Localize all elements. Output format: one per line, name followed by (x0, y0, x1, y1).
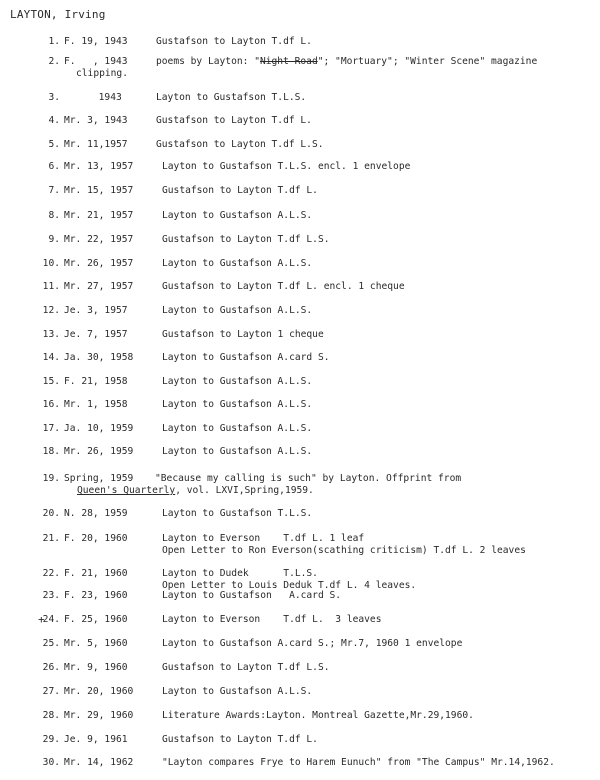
entry-number: 26. (42, 662, 60, 673)
entry-number: 21. (42, 533, 60, 544)
entry-number: 4. (48, 115, 60, 126)
journal-title: Queen's Quarterly (77, 485, 176, 496)
document-heading: LAYTON, Irving (10, 8, 106, 21)
entry-description: Gustafson to Layton T.df L. (156, 36, 312, 47)
entry-number: 29. (42, 734, 60, 745)
entry-number: 7. (48, 185, 60, 196)
entry-number: 24. (42, 614, 60, 625)
entry-number: 6. (48, 161, 60, 172)
entry-description: Layton to Dudek T.L.S. (162, 568, 318, 579)
entry-date: Mr. 15, 1957 (64, 185, 134, 196)
entry-description: Layton to Gustafson A.L.S. (162, 258, 313, 269)
entry-number: 2. (48, 56, 60, 67)
entry-number: 27. (42, 686, 60, 697)
entry-number: 11. (42, 281, 60, 292)
entry-description: Layton to Gustafson T.L.S. encl. 1 envelope (162, 161, 411, 172)
entry-date: F. 19, 1943 (64, 36, 128, 47)
entry-description: Gustafson to Layton T.df L.S. (162, 662, 330, 673)
entry-date: Mr. 9, 1960 (64, 662, 128, 673)
entry-description: Gustafson to Layton T.df L.S. (156, 139, 324, 150)
entry-number: 25. (42, 638, 60, 649)
entry-date: N. 28, 1959 (64, 508, 128, 519)
entry-description: Gustafson to Layton T.df L.S. (162, 234, 330, 245)
entry-description-continued: Open Letter to Louis Deduk T.df L. 4 leaves. (162, 580, 417, 591)
entry-date: Je. 9, 1961 (64, 734, 128, 745)
entry-description: Gustafson to Layton T.df L. encl. 1 cheque (162, 281, 405, 292)
entry-description: Layton to Gustafson T.L.S. (162, 508, 313, 519)
entry-number: 15. (42, 376, 60, 387)
entry-description-continued: Queen's Quarterly, vol. LXVI,Spring,1959. (77, 485, 314, 496)
entry-date: Ja. 30, 1958 (64, 352, 134, 363)
entry-description: Layton to Gustafson A.L.S. (162, 399, 313, 410)
entry-number: 22. (42, 568, 60, 579)
entry-date: Mr. 27, 1957 (64, 281, 134, 292)
entry-date: Mr. 1, 1958 (64, 399, 128, 410)
entry-date: 1943 (64, 92, 122, 103)
entry-date: Mr. 20, 1960 (64, 686, 134, 697)
entry-number: 12. (42, 305, 60, 316)
entry-description: Layton to Gustafson A.card S.; Mr.7, 1960 1 envelope (162, 638, 463, 649)
entry-number: 14. (42, 352, 60, 363)
entry-date: Mr. 11,1957 (64, 139, 128, 150)
entry-description: Layton to Gustafson A.L.S. (162, 446, 313, 457)
entry-date: Mr. 29, 1960 (64, 710, 134, 721)
entry-description: "Because my calling is such" by Layton. Offprint from (155, 473, 462, 484)
entry-description: poems by Layton: "Night Road"; "Mortuary"; "Winter Scene" magazine (156, 56, 538, 67)
entry-description-continued: Open Letter to Ron Everson(scathing criticism) T.df L. 2 leaves (162, 545, 526, 556)
entry-description: Gustafson to Layton 1 cheque (162, 329, 324, 340)
entry-date: F. 21, 1960 (64, 568, 128, 579)
entry-number: 1. (48, 36, 60, 47)
entry-date: Mr. 26, 1957 (64, 258, 134, 269)
entry-date: Mr. 5, 1960 (64, 638, 128, 649)
entry-number: 17. (42, 423, 60, 434)
entry-number: 5. (48, 139, 60, 150)
entry-number: 3. (48, 92, 60, 103)
entry-description: Layton to Everson T.df L. 3 leaves (162, 614, 382, 625)
entry-number: 19. (42, 473, 60, 484)
entry-date: Je. 3, 1957 (64, 305, 128, 316)
entry-date: F. 25, 1960 (64, 614, 128, 625)
entry-description: Layton to Gustafson A.card S. (162, 352, 330, 363)
entry-description: Layton to Gustafson T.L.S. (156, 92, 307, 103)
entry-number: 8. (48, 210, 60, 221)
entry-number: 13. (42, 329, 60, 340)
entry-description: Literature Awards:Layton. Montreal Gazette,Mr.29,1960. (162, 710, 474, 721)
entry-date: Mr. 13, 1957 (64, 161, 134, 172)
entry-date: F. 23, 1960 (64, 590, 128, 601)
entry-description: Layton to Everson T.df L. 1 leaf (162, 533, 365, 544)
entry-description: "Layton compares Frye to Harem Eunuch" from "The Campus" Mr.14,1962. (162, 757, 555, 768)
entry-date: Mr. 14, 1962 (64, 757, 134, 768)
entry-number: 30. (42, 757, 60, 768)
entry-number: 20. (42, 508, 60, 519)
entry-date: Spring, 1959 (64, 473, 134, 484)
entry-description: Layton to Gustafson A.L.S. (162, 305, 313, 316)
entry-number: 9. (48, 234, 60, 245)
entry-date: F. 20, 1960 (64, 533, 128, 544)
entry-date: Je. 7, 1957 (64, 329, 128, 340)
entry-description: Gustafson to Layton T.df L. (156, 115, 312, 126)
entry-date: Ja. 10, 1959 (64, 423, 134, 434)
entry-number: 10. (42, 258, 60, 269)
entry-description: Layton to Gustafson A.L.S. (162, 686, 313, 697)
entry-description-continued: clipping. (76, 68, 128, 79)
entry-description: Gustafson to Layton T.df L. (162, 734, 318, 745)
entry-description: Layton to Gustafson A.card S. (162, 590, 342, 601)
entry-description: Layton to Gustafson A.L.S. (162, 376, 313, 387)
margin-mark: + (38, 613, 45, 626)
entry-description: Gustafson to Layton T.df L. (162, 185, 318, 196)
struck-title: Night Road (259, 56, 318, 67)
entry-number: 18. (42, 446, 60, 457)
entry-description: Layton to Gustafson A.L.S. (162, 210, 313, 221)
entry-number: 23. (42, 590, 60, 601)
entry-description: Layton to Gustafson A.L.S. (162, 423, 313, 434)
entry-date: Mr. 21, 1957 (64, 210, 134, 221)
entry-date: F. 21, 1958 (64, 376, 128, 387)
entry-date: Mr. 26, 1959 (64, 446, 134, 457)
entry-date: F. , 1943 (64, 56, 128, 67)
entry-date: Mr. 22, 1957 (64, 234, 134, 245)
entry-date: Mr. 3, 1943 (64, 115, 128, 126)
entry-number: 28. (42, 710, 60, 721)
entry-number: 16. (42, 399, 60, 410)
